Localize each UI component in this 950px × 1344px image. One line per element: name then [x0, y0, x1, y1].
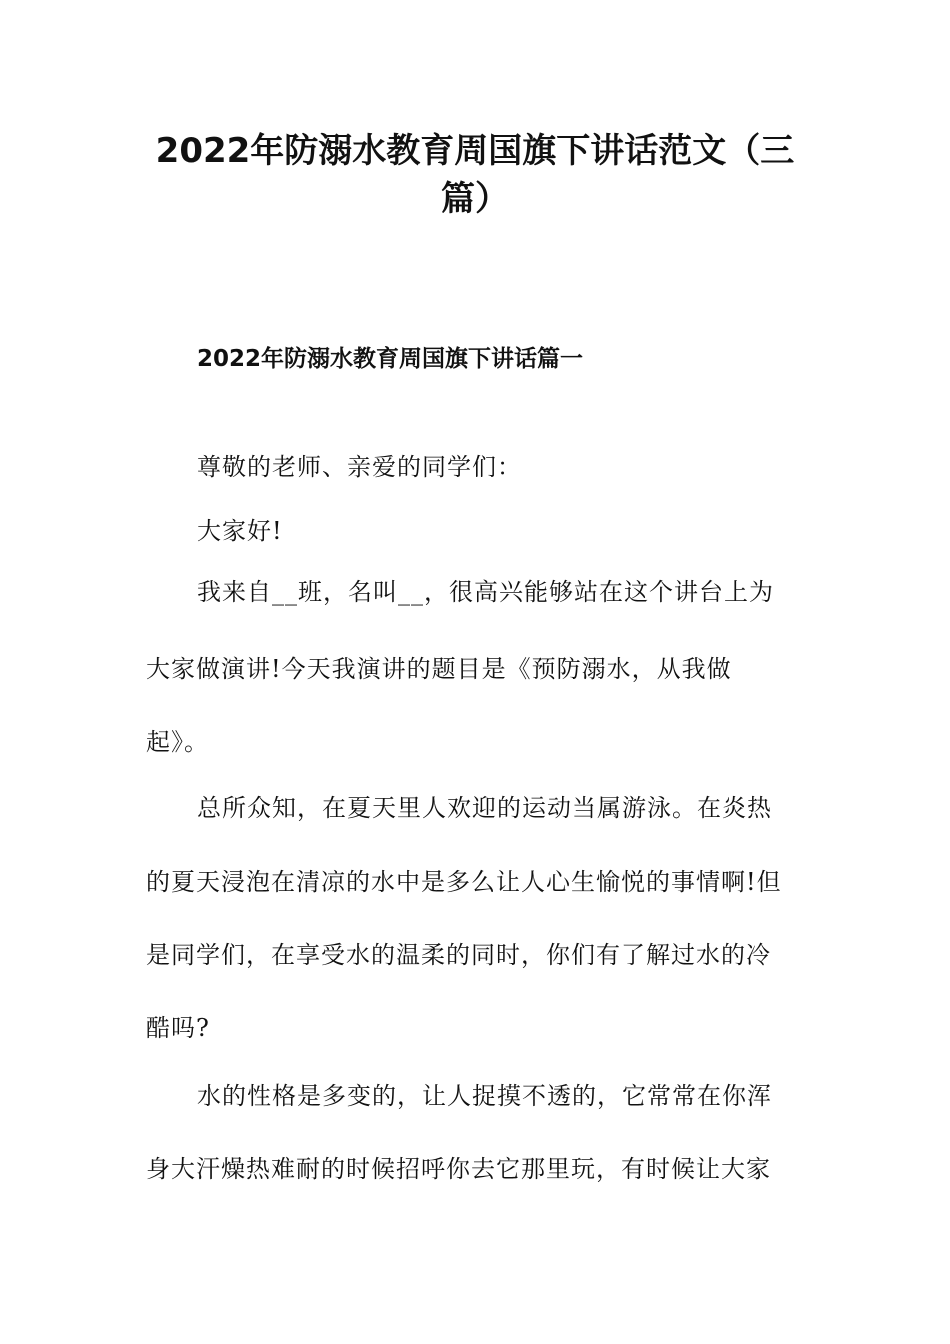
paragraph-line: 起》。: [146, 728, 209, 756]
paragraph-line: 的夏天浸泡在清凉的水中是多么让人心生愉悦的事情啊!但: [146, 868, 782, 896]
paragraph-line: 大家做演讲!今天我演讲的题目是《预防溺水，从我做: [146, 655, 732, 683]
paragraph-line: 水的性格是多变的，让人捉摸不透的，它常常在你浑: [197, 1082, 772, 1110]
paragraph-line: 我来自__班，名叫__，很高兴能够站在这个讲台上为: [197, 578, 774, 606]
document-title-line-1: 2022年防溺水教育周国旗下讲话范文（三: [155, 131, 795, 171]
document-title-line-2: 篇）: [441, 179, 509, 219]
paragraph-line: 身大汗燥热难耐的时候招呼你去它那里玩，有时候让大家: [146, 1155, 771, 1183]
paragraph-line: 酷吗?: [146, 1014, 210, 1042]
paragraph-line: 尊敬的老师、亲爱的同学们：: [197, 453, 522, 481]
paragraph-line: 是同学们，在享受水的温柔的同时，你们有了解过水的冷: [146, 941, 771, 969]
paragraph-line: 总所众知，在夏天里人欢迎的运动当属游泳。在炎热: [197, 794, 772, 822]
paragraph-line: 大家好!: [197, 517, 283, 545]
section-heading: 2022年防溺水教育周国旗下讲话篇一: [197, 346, 584, 372]
